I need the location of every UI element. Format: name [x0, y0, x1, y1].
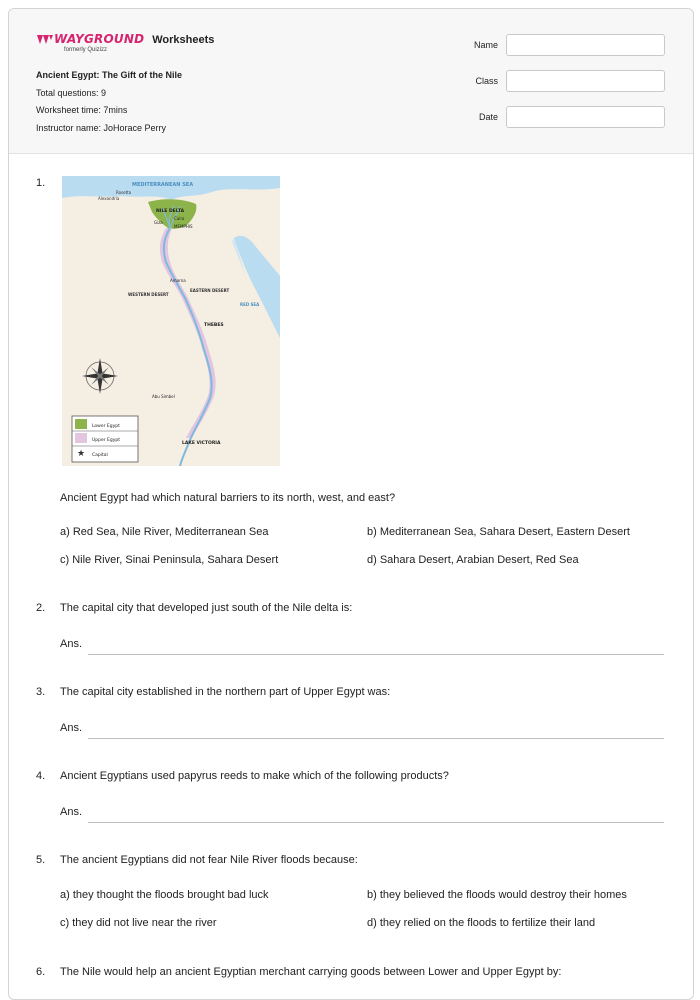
map-label: Amarna	[170, 278, 186, 283]
worksheet-page	[8, 8, 694, 1000]
logo-mark-icon	[36, 34, 54, 45]
name-field	[458, 34, 665, 56]
brand-title: Worksheets	[152, 34, 215, 46]
question-1-text: Ancient Egypt had which natural barriers to its north, west, and east?	[60, 492, 396, 504]
question-number: 5.	[36, 854, 46, 866]
class-field	[458, 70, 665, 92]
map-label: THEBES	[204, 323, 224, 328]
answer-label: Ans.	[60, 638, 83, 650]
question-number: 4.	[36, 770, 46, 782]
question-text: Ancient Egyptians used papyrus reeds to make which of the following products?	[60, 770, 449, 782]
question-text: The ancient Egyptians did not fear Nile River floods because:	[60, 854, 358, 866]
question-number: 1.	[36, 177, 46, 189]
question-number: 2.	[36, 602, 46, 614]
option-c[interactable]: c) Nile River, Sinai Peninsula, Sahara Desert	[60, 554, 279, 566]
map-label: WESTERN DESERT	[128, 292, 169, 297]
question-text: The capital city established in the northern part of Upper Egypt was:	[60, 686, 391, 698]
answer-line[interactable]	[88, 822, 664, 823]
answer-label: Ans.	[60, 722, 83, 734]
option-a[interactable]: a) Red Sea, Nile River, Mediterranean Sea	[60, 526, 269, 538]
legend-upper: Upper Egypt	[92, 438, 121, 443]
map-label: MEMPHIS	[174, 224, 193, 229]
map-label: Alexandria	[98, 196, 120, 201]
legend-capital: Capital	[92, 453, 108, 458]
class-label: Class	[475, 76, 498, 86]
wayground-logo	[36, 32, 144, 53]
map-label: NILE DELTA	[156, 209, 185, 214]
worksheet-time: Worksheet time: 7mins	[36, 105, 128, 115]
egypt-map-image	[62, 176, 280, 466]
question-text: The capital city that developed just south of the Nile delta is:	[60, 602, 353, 614]
name-input[interactable]	[506, 34, 665, 56]
option-a[interactable]: a) they thought the floods brought bad luck	[60, 889, 269, 901]
map-label: LAKE VICTORIA	[182, 441, 221, 446]
date-field	[458, 106, 665, 128]
option-c[interactable]: c) they did not live near the river	[60, 917, 217, 929]
question-number: 3.	[36, 686, 46, 698]
question-number: 6.	[36, 966, 46, 978]
date-label: Date	[478, 112, 498, 122]
svg-text:★: ★	[77, 449, 86, 459]
answer-label: Ans.	[60, 806, 83, 818]
map-label: Cairo	[174, 216, 185, 221]
map-legend	[72, 416, 138, 462]
instructor-name: Instructor name: JoHorace Perry	[36, 122, 167, 133]
option-d[interactable]: d) they relied on the floods to fertilize their land	[367, 917, 596, 929]
option-d[interactable]: d) Sahara Desert, Arabian Desert, Red Sea	[367, 554, 579, 566]
map-label: Giza	[154, 220, 163, 225]
answer-line[interactable]	[88, 738, 664, 739]
worksheet-title: Ancient Egypt: The Gift of the Nile	[36, 70, 182, 80]
logo-text: WAYGROUND	[54, 32, 145, 46]
class-input[interactable]	[506, 70, 665, 92]
name-label: Name	[473, 40, 498, 50]
logo-subtitle: formerly Quizizz	[64, 47, 108, 53]
map-label: MEDITERRANEAN SEA	[132, 182, 194, 188]
option-b[interactable]: b) they believed the floods would destroy their homes	[367, 889, 627, 901]
worksheet-meta	[36, 67, 182, 137]
map-label: Abu Simbel	[152, 394, 175, 399]
brand	[36, 32, 214, 53]
map-label: EASTERN DESERT	[190, 288, 230, 293]
answer-line[interactable]	[88, 654, 664, 655]
date-input[interactable]	[506, 106, 665, 128]
worksheet-header	[9, 9, 693, 154]
option-b[interactable]: b) Mediterranean Sea, Sahara Desert, Eastern Desert	[367, 526, 630, 538]
question-text: The Nile would help an ancient Egyptian merchant carrying goods between Lower and Upper Egypt by:	[60, 966, 562, 978]
legend-lower: Lower Egypt	[92, 424, 120, 429]
map-label: RED SEA	[240, 302, 260, 307]
total-questions: Total questions: 9	[36, 87, 107, 98]
map-label: Rosetta	[116, 190, 132, 195]
